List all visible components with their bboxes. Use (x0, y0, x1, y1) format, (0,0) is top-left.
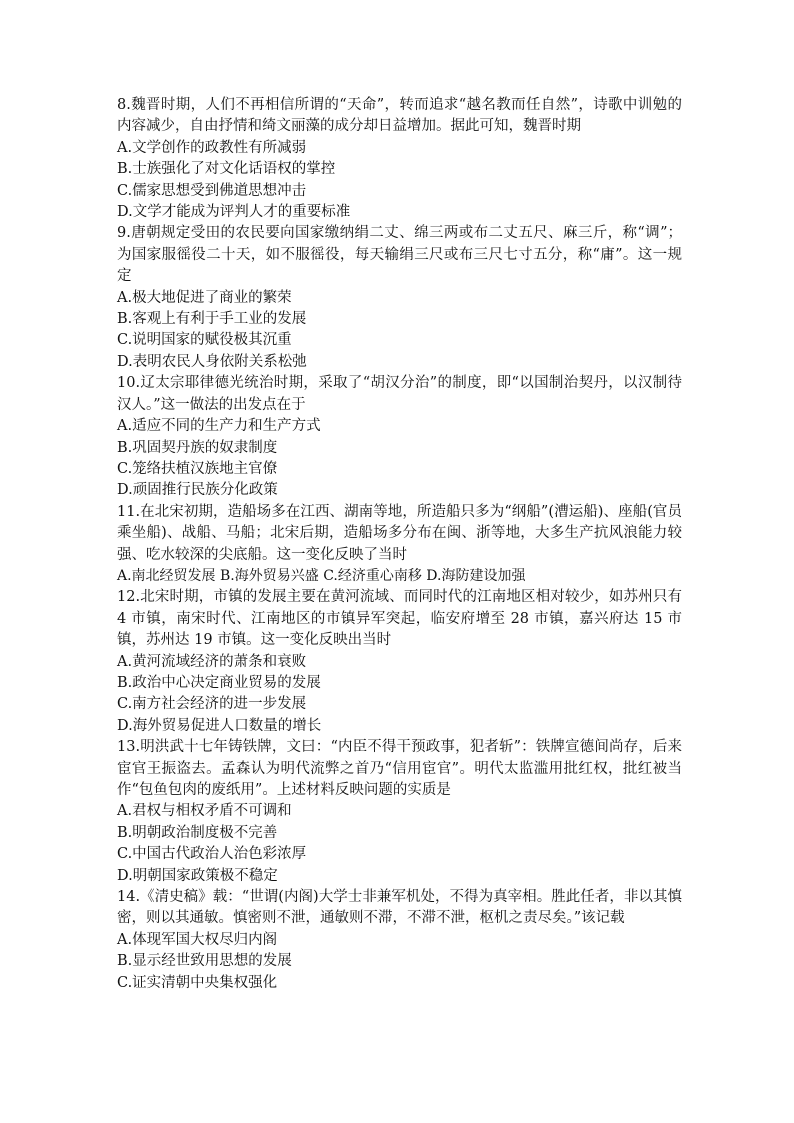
inline-options: A.南北经贸发展 B.海外贸易兴盛 C.经济重心南移 D.海防建设加强 (117, 567, 526, 584)
option-a: A.君权与相权矛盾不可调和 (117, 803, 292, 820)
option-b: B.巩固契丹族的奴隶制度 (117, 439, 278, 456)
option-a: A.体现军国大权尽归内阁 (117, 931, 278, 948)
option-a: A.黄河流域经济的萧条和衰败 (117, 653, 307, 670)
option-c: C.说明国家的赋役极其沉重 (117, 332, 292, 349)
question-12 (117, 587, 682, 737)
question-stem: 8.魏晋时期，人们不再相信所谓的“天命”，转而追求“越名教而任自然”，诗歌中训勉的内容减少，自由抒情和绮文丽藻的成分却日益增加。据此可知，魏晋时期 (117, 97, 682, 135)
option-c: C.证实清朝中央集权强化 (117, 974, 278, 991)
option-b: B.明朝政治制度极不完善 (117, 824, 278, 841)
option-b: B.政治中心决定商业贸易的发展 (117, 674, 321, 691)
option-d: D.海外贸易促进人口数量的增长 (117, 717, 322, 734)
question-stem: 10.辽太宗耶律德光统治时期，采取了“胡汉分治”的制度，即“以国制治契丹，以汉制待汉人。”这一做法的出发点在于 (117, 375, 682, 413)
option-c: C.中国古代政治人治色彩浓厚 (117, 846, 307, 863)
option-d: D.表明农民人身依附关系松弛 (117, 353, 307, 370)
option-b: B.显示经世致用思想的发展 (117, 953, 292, 970)
option-b: B.客观上有利于手工业的发展 (117, 311, 307, 328)
question-stem: 11.在北宋初期，造船场多在江西、湖南等地，所造船只多为“纲船”(漕运船)、座船(官员乘坐船)、战船、马船；北宋后期，造船场多分布在闽、浙等地，大多生产抗风浪能力较强、吃水较深的尖底船。这一变化反映了当时 (117, 503, 682, 563)
question-stem: 12.北宋时期，市镇的发展主要在黄河流域、而同时代的江南地区相对较少，如苏州只有 4 市镇，南宋时代、江南地区的市镇异军突起，临安府增至 28 市镇，嘉兴府达 15 市镇，苏州达 19 市镇。这一变化反映出当时 (117, 589, 682, 649)
option-d: D.文学才能成为评判人才的重要标准 (117, 204, 351, 221)
option-d: D.明朝国家政策极不稳定 (117, 867, 278, 884)
option-a: A.文学创作的政教性有所减弱 (117, 139, 307, 156)
question-stem: 14.《清史稿》载：“世谓(内阁)大学士非兼军机处，不得为真宰相。胜此任者，非以其慎密，则以其通敏。慎密则不泄，通敏则不滞，不滞不泄，枢机之责尽矣。”该记载 (117, 889, 682, 927)
option-a: A.适应不同的生产力和生产方式 (117, 418, 321, 435)
question-stem: 13.明洪武十七年铸铁牌，文曰：“内臣不得干预政事，犯者斩”：铁牌宣德间尚存，后来宦官王振盗去。孟森认为明代流弊之首乃“信用宦官”。明代太监滥用批红权，批红被当作“包鱼包肉的废纸用”。上述材料反映问题的实质是 (117, 739, 682, 798)
question-9 (117, 223, 682, 373)
question-8 (117, 95, 682, 223)
question-11 (117, 502, 682, 588)
question-13 (117, 737, 682, 887)
option-c: C.笼络扶植汉族地主官僚 (117, 460, 278, 477)
option-c: C.儒家思想受到佛道思想冲击 (117, 182, 307, 199)
option-c: C.南方社会经济的进一步发展 (117, 696, 307, 713)
option-b: B.士族强化了对文化话语权的掌控 (117, 161, 336, 178)
option-d: D.顽固推行民族分化政策 (117, 482, 278, 499)
question-10 (117, 373, 682, 501)
exam-page (117, 95, 682, 994)
question-14 (117, 887, 682, 994)
option-a: A.极大地促进了商业的繁荣 (117, 289, 292, 306)
question-stem: 9.唐朝规定受田的农民要向国家缴纳绢二丈、绵三两或布二丈五尺、麻三斤，称“调”；为国家服徭役二十天，如不服徭役，每天输绢三尺或布三尺七寸五分，称“庸”。这一规定 (117, 225, 682, 285)
